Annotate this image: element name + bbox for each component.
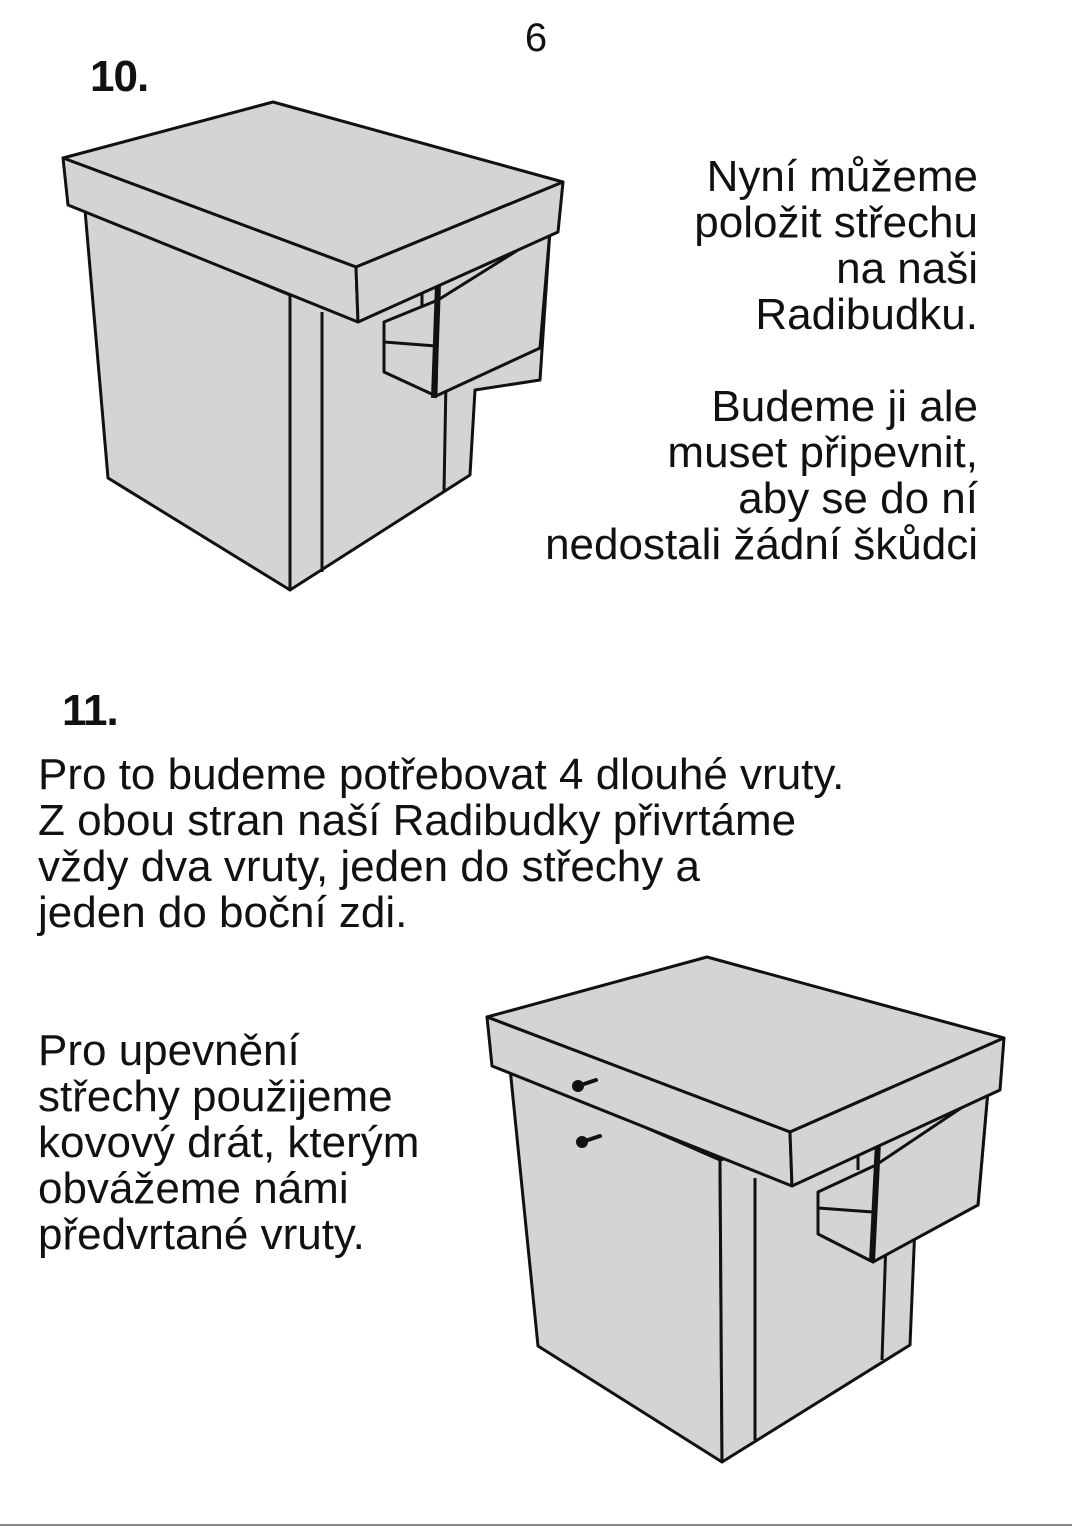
- text-line: Budeme ji ale: [711, 382, 978, 431]
- text-line: aby se do ní: [738, 474, 978, 523]
- text-line: Pro upevnění: [38, 1026, 300, 1075]
- text-line: předvrtané vruty.: [38, 1210, 365, 1259]
- text-line: Radibudku.: [755, 290, 978, 339]
- text-line: obvážeme námi: [38, 1164, 349, 1213]
- text-line: Nyní můžeme: [706, 152, 978, 201]
- text-line: Z obou stran naší Radibudky přivrtáme: [38, 796, 797, 845]
- text-line: vždy dva vruty, jeden do střechy a: [38, 842, 700, 891]
- text-line: nedostali žádní škůdci: [545, 520, 978, 569]
- text-line: muset připevnit,: [667, 428, 978, 477]
- text-line: kovový drát, kterým: [38, 1118, 420, 1167]
- step-11-number: 11.: [62, 686, 118, 735]
- bottom-divider: [0, 1524, 1072, 1526]
- text-line: na naši: [836, 244, 978, 293]
- text-line: jeden do boční zdi.: [38, 888, 408, 937]
- text-line: položit střechu: [694, 198, 978, 247]
- text-line: Pro to budeme potřebovat 4 dlouhé vruty.: [38, 750, 845, 799]
- text-line: střechy použijeme: [38, 1072, 393, 1121]
- page-number: 6: [524, 16, 548, 60]
- step-10-number: 10.: [90, 52, 149, 101]
